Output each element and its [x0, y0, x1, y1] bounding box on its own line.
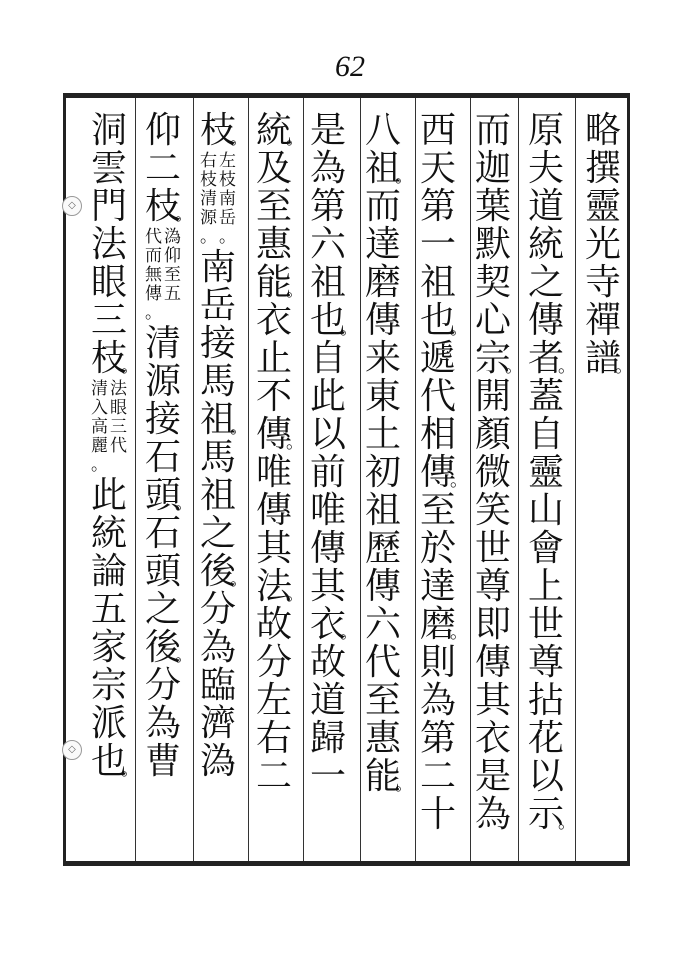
glyph: 道	[309, 680, 346, 721]
glyph: 故	[255, 604, 292, 645]
glyph: 石	[144, 513, 181, 554]
glyph: 心	[474, 300, 511, 341]
glyph: 以	[309, 414, 346, 455]
glyph: 祖	[199, 475, 236, 516]
note-glyph: 入	[91, 398, 108, 418]
glyph: 至	[255, 186, 292, 227]
binding-mark-bottom: ◇	[62, 740, 82, 760]
glyph: 家	[90, 627, 127, 668]
note-glyph: 眼	[110, 398, 127, 418]
interlinear-note	[200, 152, 236, 247]
glyph: 則	[419, 642, 456, 683]
glyph: 為	[144, 703, 181, 744]
glyph: 前	[309, 452, 346, 493]
glyph: 左	[255, 680, 292, 721]
glyph: 衣	[474, 718, 511, 759]
glyph: 枝 。	[145, 188, 181, 226]
glyph: 花	[527, 718, 564, 759]
note-glyph: 枝	[200, 170, 217, 190]
glyph: 祖	[364, 490, 401, 531]
glyph: 者 。	[528, 340, 564, 378]
glyph: 曹	[144, 741, 181, 782]
glyph: 拈	[527, 680, 564, 721]
glyph: 衣	[255, 300, 292, 341]
glyph: 馬	[199, 437, 236, 478]
text-column	[358, 112, 408, 857]
glyph: 光	[584, 224, 621, 265]
note-glyph: 。	[145, 303, 162, 323]
interlinear-note	[145, 228, 181, 323]
note-glyph: 岳	[219, 208, 236, 228]
interlinear-note	[91, 380, 127, 475]
title-column	[578, 112, 628, 857]
note-glyph: 五	[164, 284, 181, 304]
glyph: 此	[90, 475, 127, 516]
glyph: 之	[199, 513, 236, 554]
text-column	[84, 112, 134, 857]
glyph: 尊	[527, 642, 564, 683]
glyph: 洞	[90, 110, 127, 151]
glyph: 其	[309, 566, 346, 607]
glyph: 止	[255, 338, 292, 379]
glyph: 是	[309, 110, 346, 151]
glyph: 即	[474, 604, 511, 645]
glyph: 也 。	[310, 302, 346, 340]
glyph: 以	[527, 756, 564, 797]
glyph: 撰	[584, 148, 621, 189]
glyph: 枝 。	[91, 340, 127, 378]
glyph: 源	[144, 361, 181, 402]
glyph: 也 。	[420, 302, 456, 340]
glyph: 分	[144, 665, 181, 706]
glyph: 顏	[474, 414, 511, 455]
glyph: 故	[309, 642, 346, 683]
note-glyph: 仰	[164, 246, 181, 266]
glyph: 靈	[527, 452, 564, 493]
glyph: 祖	[309, 262, 346, 303]
text-column	[193, 112, 243, 857]
glyph: 一	[309, 756, 346, 797]
glyph: 仰	[144, 110, 181, 151]
glyph: 後 。	[200, 553, 236, 591]
glyph: 達	[419, 566, 456, 607]
glyph: 十	[419, 794, 456, 835]
glyph: 不	[255, 376, 292, 417]
glyph: 笑	[474, 490, 511, 531]
glyph: 而	[364, 186, 401, 227]
interlinear-note-line	[164, 228, 181, 323]
glyph: 遞	[419, 338, 456, 379]
glyph: 統	[90, 513, 127, 554]
glyph: 磨	[364, 262, 401, 303]
page-number: 62	[335, 50, 365, 83]
note-glyph: 至	[164, 265, 181, 285]
glyph: 示 。	[528, 796, 564, 834]
glyph: 分	[199, 589, 236, 630]
note-glyph: 而	[145, 246, 162, 266]
glyph: 為	[309, 148, 346, 189]
text-column	[521, 112, 571, 857]
glyph: 能 。	[256, 264, 292, 302]
glyph: 八	[364, 110, 401, 151]
glyph: 相	[419, 414, 456, 455]
interlinear-note-line	[219, 152, 236, 247]
glyph: 寺	[584, 262, 621, 303]
interlinear-note-line	[200, 152, 217, 247]
glyph: 世	[474, 528, 511, 569]
glyph: 於	[419, 528, 456, 569]
glyph: 統	[527, 224, 564, 265]
column-rule	[518, 98, 519, 861]
glyph: 清	[144, 323, 181, 364]
glyph: 岳	[199, 285, 236, 326]
glyph: 至	[364, 680, 401, 721]
glyph: 分	[255, 642, 292, 683]
glyph: 其	[255, 528, 292, 569]
glyph: 能 。	[365, 758, 401, 796]
glyph: 二	[144, 148, 181, 189]
glyph: 第	[419, 186, 456, 227]
glyph: 為	[199, 627, 236, 668]
note-glyph: 左	[219, 151, 236, 171]
glyph: 第	[309, 186, 346, 227]
glyph: 傳	[527, 300, 564, 341]
interlinear-note-line	[91, 380, 108, 475]
glyph: 祖 。	[200, 401, 236, 439]
glyph: 為	[474, 794, 511, 835]
glyph: 派	[90, 703, 127, 744]
glyph: 法 。	[256, 568, 292, 606]
glyph: 初	[364, 452, 401, 493]
glyph: 自	[527, 414, 564, 455]
glyph: 祖 。	[365, 150, 401, 188]
glyph: 傳	[255, 490, 292, 531]
interlinear-note-line	[145, 228, 162, 323]
glyph: 接	[199, 323, 236, 364]
glyph: 略	[584, 110, 621, 151]
glyph: 傳	[364, 566, 401, 607]
note-glyph: 。	[91, 455, 108, 475]
glyph: 統 。	[256, 112, 292, 150]
glyph: 三	[90, 300, 127, 341]
glyph: 譜 。	[585, 340, 621, 378]
glyph: 傳	[474, 642, 511, 683]
glyph: 其	[474, 680, 511, 721]
glyph: 西	[419, 110, 456, 151]
glyph: 唯	[255, 452, 292, 493]
glyph: 天	[419, 148, 456, 189]
glyph: 微	[474, 452, 511, 493]
glyph: 第	[419, 718, 456, 759]
glyph: 尊	[474, 566, 511, 607]
note-glyph: 溈	[164, 227, 181, 247]
glyph: 契	[474, 262, 511, 303]
glyph: 二	[255, 756, 292, 797]
glyph: 道	[527, 186, 564, 227]
note-glyph: 代	[145, 227, 162, 247]
glyph: 開	[474, 376, 511, 417]
note-glyph: 南	[219, 189, 236, 209]
glyph: 五	[90, 589, 127, 630]
binding-mark-top: ◇	[62, 196, 82, 216]
interlinear-note-line	[110, 380, 127, 475]
glyph: 後 。	[145, 629, 181, 667]
glyph: 至	[419, 490, 456, 531]
glyph: 及	[255, 148, 292, 189]
glyph: 接	[144, 399, 181, 440]
text-column	[468, 112, 518, 857]
note-glyph: 高	[91, 417, 108, 437]
glyph: 葉	[474, 186, 511, 227]
glyph: 歷	[364, 528, 401, 569]
note-glyph: 傳	[145, 284, 162, 304]
glyph: 法	[90, 224, 127, 265]
glyph: 惠	[255, 224, 292, 265]
glyph: 馬	[199, 361, 236, 402]
glyph: 土	[364, 414, 401, 455]
glyph: 唯	[309, 490, 346, 531]
glyph: 来	[364, 338, 401, 379]
glyph: 宗 。	[475, 340, 511, 378]
glyph: 世	[527, 604, 564, 645]
column-rule	[135, 98, 136, 861]
glyph: 會	[527, 528, 564, 569]
glyph: 祖	[419, 262, 456, 303]
glyph: 達	[364, 224, 401, 265]
glyph: 頭	[144, 551, 181, 592]
glyph: 六	[309, 224, 346, 265]
glyph: 自	[309, 338, 346, 379]
glyph: 代	[419, 376, 456, 417]
glyph: 也 。	[91, 743, 127, 781]
note-glyph: 源	[200, 208, 217, 228]
glyph: 傳	[364, 300, 401, 341]
note-glyph: 代	[110, 436, 127, 456]
glyph: 磨 。	[420, 606, 456, 644]
note-glyph: 麗	[91, 436, 108, 456]
glyph: 傳 。	[256, 416, 292, 454]
glyph: 上	[527, 566, 564, 607]
text-column	[249, 112, 299, 857]
glyph: 為	[419, 680, 456, 721]
glyph: 右	[255, 718, 292, 759]
glyph: 門	[90, 186, 127, 227]
glyph: 衣 。	[310, 606, 346, 644]
text-column	[413, 112, 463, 857]
glyph: 東	[364, 376, 401, 417]
glyph: 是	[474, 756, 511, 797]
glyph: 六	[364, 604, 401, 645]
glyph: 迦	[474, 148, 511, 189]
glyph: 蓋	[527, 376, 564, 417]
glyph: 論	[90, 551, 127, 592]
glyph: 之	[527, 262, 564, 303]
glyph: 二	[419, 756, 456, 797]
note-glyph: 。	[219, 227, 236, 247]
note-glyph: 枝	[219, 170, 236, 190]
glyph: 禪	[584, 300, 621, 341]
glyph: 之	[144, 589, 181, 630]
note-glyph: 法	[110, 379, 127, 399]
glyph: 惠	[364, 718, 401, 759]
glyph: 眼	[90, 262, 127, 303]
note-glyph: 清	[200, 189, 217, 209]
glyph: 代	[364, 642, 401, 683]
glyph: 濟	[199, 703, 236, 744]
glyph: 石	[144, 437, 181, 478]
glyph: 一	[419, 224, 456, 265]
glyph: 此	[309, 376, 346, 417]
text-column	[303, 112, 353, 857]
note-glyph: 清	[91, 379, 108, 399]
glyph: 溈	[199, 741, 236, 782]
glyph: 默	[474, 224, 511, 265]
glyph: 雲	[90, 148, 127, 189]
glyph: 山	[527, 490, 564, 531]
glyph: 夫	[527, 148, 564, 189]
glyph: 原	[527, 110, 564, 151]
glyph: 宗	[90, 665, 127, 706]
glyph: 傳 。	[420, 454, 456, 492]
note-glyph: 右	[200, 151, 217, 171]
column-rule	[575, 98, 576, 861]
text-column	[138, 112, 188, 857]
glyph: 傳	[309, 528, 346, 569]
note-glyph: 三	[110, 417, 127, 437]
glyph: 而	[474, 110, 511, 151]
glyph: 歸	[309, 718, 346, 759]
glyph: 靈	[584, 186, 621, 227]
note-glyph: 。	[200, 227, 217, 247]
note-glyph: 無	[145, 265, 162, 285]
glyph: 枝 。	[200, 112, 236, 150]
glyph: 臨	[199, 665, 236, 706]
glyph: 南	[199, 247, 236, 288]
glyph: 頭 。	[145, 477, 181, 515]
